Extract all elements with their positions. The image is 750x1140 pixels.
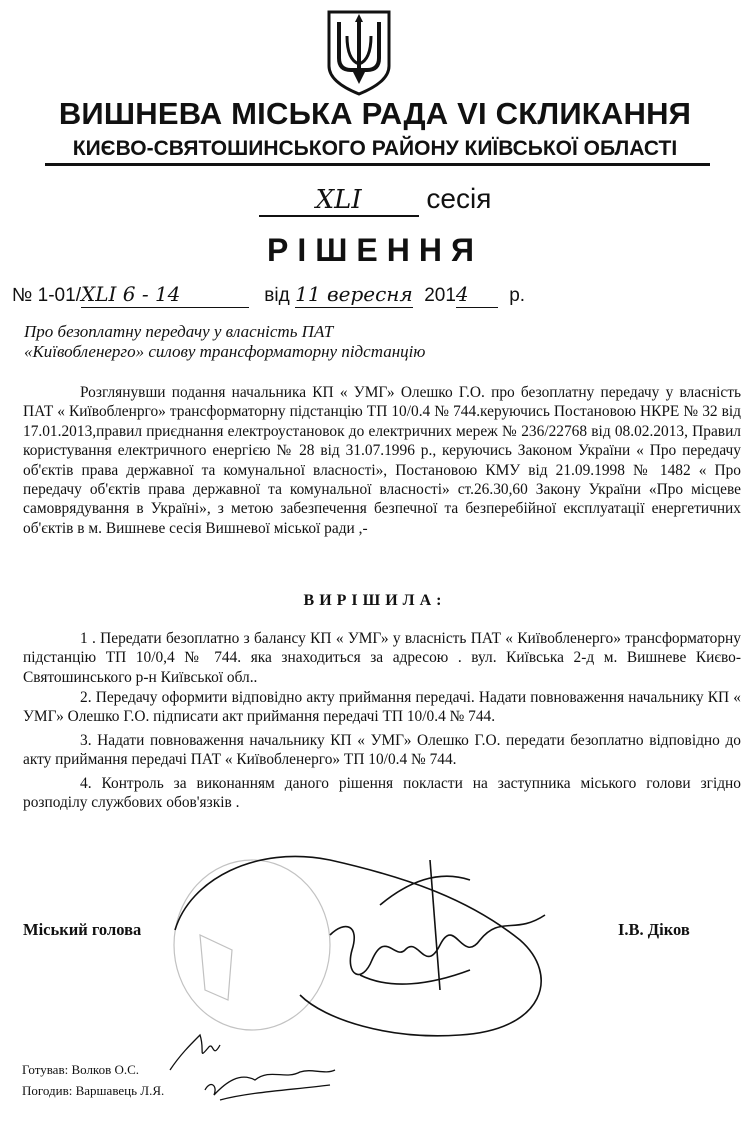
session-number: XLI: [259, 185, 419, 217]
session-label: сесія: [426, 183, 492, 214]
year-suffix: р.: [509, 285, 526, 306]
decision-number: XLI 6 - 14: [80, 282, 181, 306]
date-prefix: від: [264, 285, 290, 306]
number-prefix: № 1-01/: [12, 285, 81, 306]
decision-number-line: [12, 283, 525, 308]
subject-line-2: «Київобленерго» силову трансформаторну підстанцію: [24, 342, 426, 361]
preamble-paragraph: Розглянувши подання начальника КП « УМГ» Олешко Г.О. про безоплатну передачу у власність ПАТ « Київобленрго» трансформаторну підстанцію ТП 10/0.4 № 744.керуючись Постановою НКРЕ № 32 від 17.01.2013,правил приєднання електроустановок до електричних мереж № 236/22768 від 08.02.2013, Правил користування електричного енергією № 28 від 31.07.1996 р., керуючись Законом України « Про передачу об'єктів права державної та комунальної власності», Постановою КМУ від 21.09.1998 № 1482 « Про передачу об'єктів права державної та комунальної власності» ст.26.30,60 Закону України «Про місцеве самоврядування в Україні», з метою забезпечення безпечної та безперебійної експлуатації енергетичних об'єктів в м. Вишневе сесія Вишневої міської ради ,-: [23, 384, 741, 537]
session-line: [0, 183, 750, 217]
council-region: КИЄВО-СВЯТОШИНСЬКОГО РАЙОНУ КИЇВСЬКОЇ ОБЛАСТІ: [72, 137, 678, 160]
stamp-impression: [174, 860, 330, 1030]
decision-year-digit: 4: [455, 282, 469, 306]
mayor-name: І.В. Діков: [618, 920, 690, 939]
resolution-item: 4. Контроль за виконанням даного рішення покласти на заступника міського голови згідно розподілу службових обов'язків .: [23, 775, 741, 812]
decision-date: 11 вересня: [295, 282, 413, 306]
resolution-item: 1 . Передати безоплатно з балансу КП « УМГ» у власність ПАТ « Київобленерго» трансформаторну підстанцію ТП 10/0,4 № 744. яка знаходиться за адресою . вул. Київська 2-д м. Вишневе Києво-Святошинського р-н Київської обл..: [23, 630, 741, 686]
prepared-by: Готував: Волков О.С.: [22, 1062, 140, 1077]
decision-title: РІШЕННЯ: [267, 232, 483, 268]
resolved-heading: ВИРІШИЛА:: [303, 592, 447, 609]
header-divider: [45, 163, 710, 166]
mayor-signature: [175, 856, 545, 1035]
trident-emblem-icon: [325, 8, 393, 96]
resolution-item: 3. Надати повноваження начальнику КП « УМГ» Олешко Г.О. передати безоплатно відповідно до акту приймання передачі ПАТ « Київобленерго» ТП 10/0.4 № 744.: [23, 732, 741, 769]
prepared-signature: [170, 1035, 220, 1070]
agreed-signature: [205, 1070, 335, 1100]
year-prefix: 201: [424, 285, 456, 306]
agreed-by: Погодив: Варшавець Л.Я.: [22, 1083, 165, 1098]
decision-subject: [24, 322, 425, 362]
council-title: ВИШНЕВА МІСЬКА РАДА VI СКЛИКАННЯ: [58, 96, 692, 131]
subject-line-1: Про безоплатну передачу у власність ПАТ: [24, 322, 334, 341]
resolution-item: 2. Передачу оформити відповідно акту приймання передачі. Надати повноваження начальнику КП « УМГ» Олешко Г.О. підписати акт приймання передачі ТП 10/0.4 № 744.: [23, 689, 741, 726]
mayor-position: Міський голова: [23, 920, 142, 939]
